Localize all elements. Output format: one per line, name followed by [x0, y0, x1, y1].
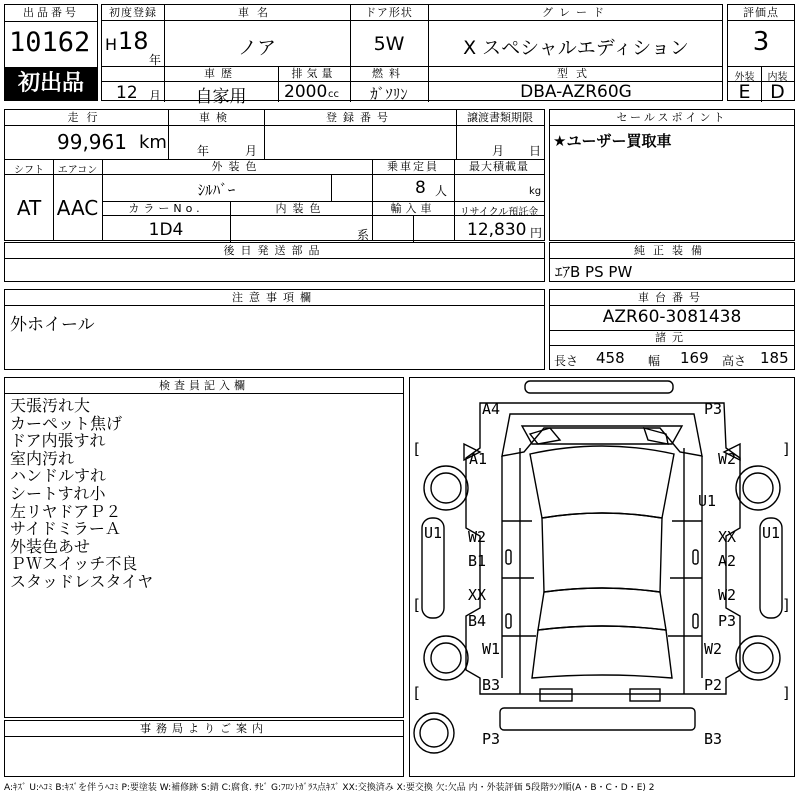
- inspector-notes: [10, 397, 153, 591]
- aircon-header: エアコン: [57, 165, 98, 176]
- sales-point-header: セールスポイント: [550, 110, 794, 126]
- first-listing-label: 初出品: [17, 71, 84, 96]
- first-reg-era: H: [105, 35, 118, 54]
- chassis-box: [549, 289, 795, 370]
- damage-label: P3: [704, 400, 723, 418]
- transfer-day-unit: 日: [529, 144, 542, 158]
- bracket-right-top: ]: [782, 440, 792, 458]
- ext-color-header: 外装色: [211, 160, 263, 173]
- inspector-header: 検査員記入欄: [5, 378, 403, 394]
- damage-label: P3: [718, 612, 737, 630]
- first-reg-year-unit: 年: [149, 53, 162, 67]
- car-name-header: 車名: [238, 6, 276, 19]
- mileage-header: 走行: [67, 111, 106, 124]
- inspector-line: シートすれ小: [10, 483, 106, 503]
- int-header: 内装: [767, 72, 788, 83]
- damage-label: W2: [704, 640, 723, 658]
- mileage-value: 99,961: [57, 130, 127, 154]
- damage-label: B3: [704, 730, 723, 748]
- damage-label: XX: [718, 528, 737, 546]
- recycle-unit: 円: [530, 226, 543, 240]
- damage-label: XX: [468, 586, 487, 604]
- damage-label: A2: [718, 552, 737, 570]
- detail-grid: [4, 109, 545, 241]
- bracket-left-bot: [: [412, 684, 422, 702]
- lot-number: 10162: [9, 27, 91, 58]
- score-header: 評価点: [743, 6, 779, 19]
- office-box: [4, 720, 404, 777]
- transfer-month-unit: 月: [492, 144, 505, 158]
- shift-value: AT: [16, 196, 42, 220]
- damage-label: W2: [718, 450, 737, 468]
- inspector-line: スタッドレスタイヤ: [10, 571, 154, 591]
- damage-label: P2: [704, 676, 723, 694]
- model-code-value: DBA-AZR60G: [520, 82, 632, 102]
- lot-header: 出品番号: [5, 5, 97, 22]
- bracket-left-mid: [: [412, 596, 422, 614]
- color-no-header: カラーNo.: [128, 202, 204, 215]
- ext-color-value: ｼﾙﾊﾞｰ: [197, 181, 236, 199]
- model-code-header: 型式: [557, 67, 595, 80]
- reg-number-header: 登録番号: [326, 111, 394, 124]
- displacement-header: 排気量: [291, 67, 337, 80]
- inspector-line: サイドミラーＡ: [10, 519, 121, 539]
- history-value: 自家用: [195, 87, 247, 107]
- displacement-unit: cc: [328, 89, 339, 100]
- int-score: D: [770, 81, 785, 103]
- damage-label: U1: [762, 524, 781, 542]
- damage-label: W2: [718, 586, 737, 604]
- height-value: 185: [760, 349, 789, 367]
- length-label: 長さ: [554, 354, 579, 368]
- sales-point-value: ★ユーザー買取車: [553, 132, 672, 150]
- damage-label: A4: [482, 400, 501, 418]
- transfer-doc-header: 譲渡書類期限: [467, 111, 533, 124]
- history-header: 車歴: [204, 67, 238, 80]
- inspection-month-unit: 月: [245, 144, 258, 158]
- inspector-line: 室内汚れ: [10, 448, 75, 468]
- chassis-header: 車台番号: [638, 291, 706, 304]
- displacement-value: 2000: [284, 82, 328, 102]
- inspector-line: ハンドルすれ: [10, 466, 107, 486]
- fuel-value: ｶﾞｿﾘﾝ: [370, 85, 408, 103]
- door-header: ドア形状: [365, 6, 413, 19]
- max-load-header: 最大積載量: [469, 160, 529, 173]
- damage-label: B4: [468, 612, 487, 630]
- inspector-line: ＰＷスイッチ不良: [10, 554, 138, 574]
- width-label: 幅: [648, 354, 661, 368]
- import-header: 輸入車: [390, 202, 436, 215]
- notes-box: [4, 289, 545, 370]
- fuel-header: 燃料: [372, 67, 406, 80]
- vehicle-info-grid: [101, 4, 723, 107]
- legend: A:ｷｽﾞ U:ﾍｺﾐ B:ｷｽﾞを伴うﾍｺﾐ P:要塗装 W:補修跡 S:錆 C:腐食. ｻﾋﾞ G:ﾌﾛﾝﾄｶﾞﾗｽ点ｷｽﾞ XX:交換済み X:要交換 欠:欠品 内・外装評価 5段階ﾗﾝｸ順(A・B・C・D・E) 2: [4, 783, 655, 793]
- office-header: 事務局よりご案内: [5, 721, 403, 737]
- damage-label: W1: [482, 640, 501, 658]
- inspector-line: 外装色あせ: [10, 536, 91, 556]
- first-reg-header: 初度登録: [109, 6, 157, 19]
- grade-header: グレード: [542, 6, 610, 19]
- length-value: 458: [596, 349, 625, 367]
- ext-score: E: [738, 81, 751, 103]
- notes-value: 外ホイール: [10, 315, 95, 335]
- inspection-header: 車検: [199, 111, 233, 124]
- max-load-unit: kg: [529, 186, 542, 197]
- mileage-unit: km: [139, 132, 167, 153]
- first-reg-month: 12: [116, 83, 138, 103]
- genuine-equip-value: ｴｱB PS PW: [555, 263, 633, 281]
- capacity-value: 8: [415, 178, 426, 198]
- inspector-line: ドア内張すれ: [10, 431, 106, 451]
- color-no-value: 1D4: [148, 220, 184, 240]
- capacity-unit: 人: [435, 184, 448, 198]
- shift-header: シフト: [14, 165, 44, 176]
- genuine-equip-box: [549, 242, 795, 282]
- aircon-value: AAC: [56, 196, 99, 220]
- damage-label: B3: [482, 676, 501, 694]
- first-reg-month-unit: 月: [149, 89, 162, 103]
- width-value: 169: [680, 349, 709, 367]
- later-parts-header: 後日発送部品: [5, 243, 544, 259]
- inspection-year-unit: 年: [197, 144, 210, 158]
- car-diagram: [409, 377, 795, 777]
- bracket-right-mid: ]: [782, 596, 792, 614]
- inspector-box: [4, 377, 404, 718]
- first-reg-year: 18: [118, 27, 149, 55]
- car-name-value: ノア: [237, 37, 276, 59]
- damage-label: W2: [468, 528, 487, 546]
- genuine-equip-header: 純正装備: [550, 243, 794, 259]
- recycle-value: 12,830: [467, 220, 527, 240]
- int-color-unit: 系: [357, 228, 370, 242]
- later-parts-box: [4, 242, 545, 282]
- car-outline-svg: [410, 378, 794, 776]
- inspector-line: 左リヤドアＰ２: [10, 501, 122, 521]
- first-listing-badge: [5, 67, 97, 100]
- grade-value: X スペシャルエディション: [463, 37, 689, 59]
- height-label: 高さ: [722, 354, 747, 368]
- damage-label: A1: [469, 450, 488, 468]
- inspector-line: 天張汚れ大: [10, 396, 91, 415]
- inspector-line: カーペット焦げ: [10, 413, 123, 433]
- int-color-header: 内装色: [275, 202, 327, 215]
- chassis-value: AZR60-3081438: [602, 307, 742, 327]
- bracket-left-top: [: [412, 440, 422, 458]
- damage-label: U1: [698, 492, 717, 510]
- damage-label: U1: [424, 524, 443, 542]
- score-box: [727, 4, 795, 101]
- door-value: 5W: [373, 33, 405, 55]
- bracket-right-bot: ]: [782, 684, 792, 702]
- score-value: 3: [752, 27, 770, 57]
- lot-box: [4, 4, 98, 101]
- damage-label: P3: [482, 730, 501, 748]
- recycle-header: リサイクル預託金: [459, 207, 539, 218]
- dimensions-header: 諸元: [655, 331, 689, 344]
- notes-header: 注意事項欄: [5, 290, 544, 306]
- ext-header: 外装: [734, 72, 755, 83]
- capacity-header: 乗車定員: [387, 160, 439, 173]
- damage-label: B1: [468, 552, 487, 570]
- sales-point-box: [549, 109, 795, 241]
